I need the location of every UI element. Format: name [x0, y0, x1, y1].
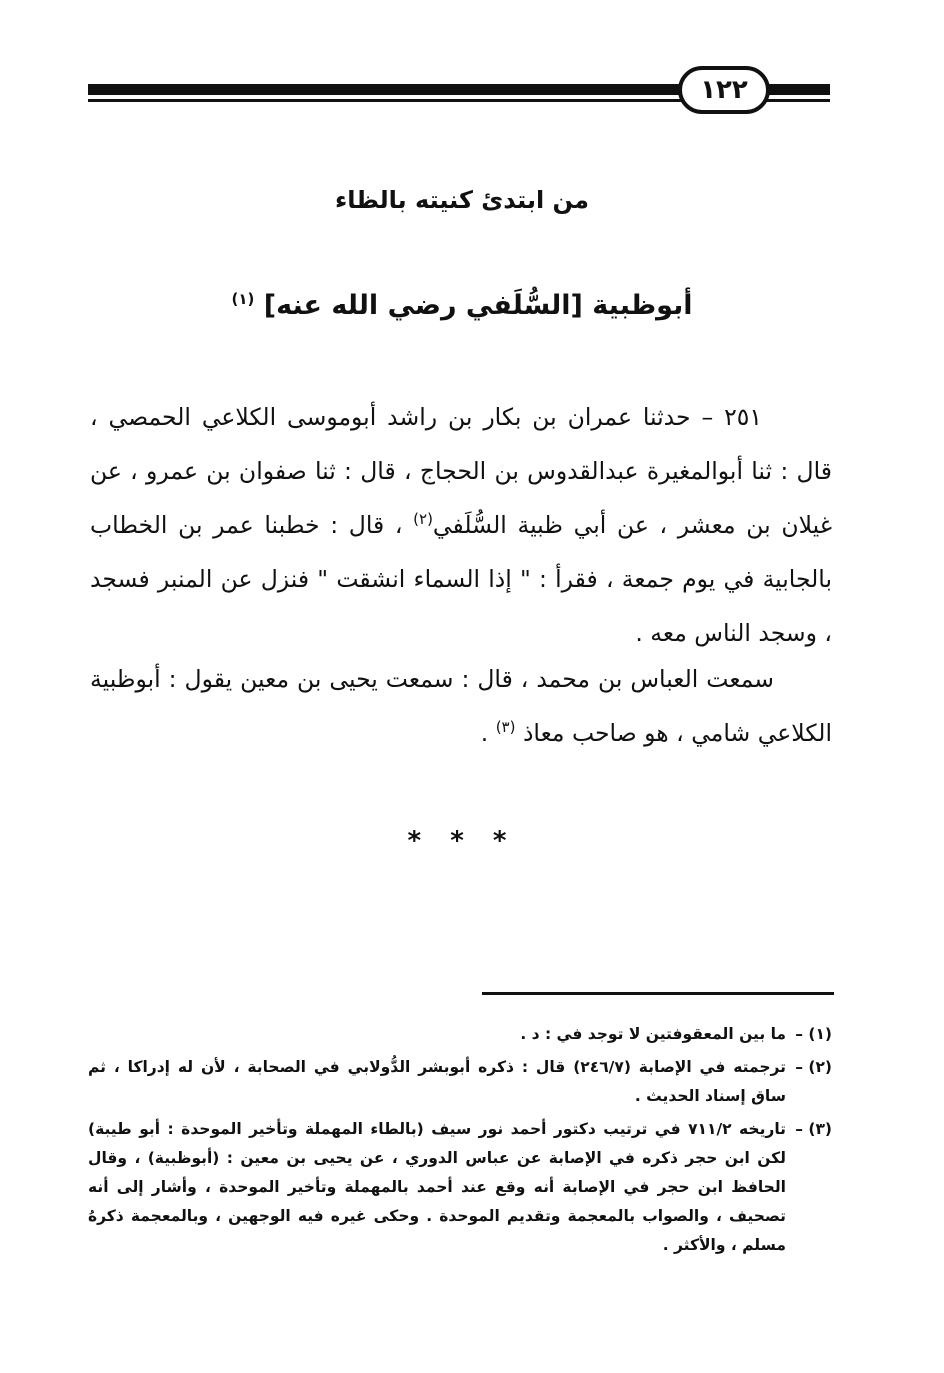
entry-heading [90, 290, 834, 321]
footnote-text: ما بين المعقوفتين لا توجد في : د . [520, 1025, 786, 1043]
footnote-text: ترجمته في الإصابة (٢٤٦/٧) قال : ذكره أبوبشر الدُّولابي في الصحابة ، لأن له إدراكا ، ثم ساق إسناد الحديث . [88, 1058, 786, 1105]
section-separator: * * * [407, 826, 517, 856]
page-header [88, 62, 830, 122]
narration-text-part2: . [480, 719, 496, 747]
footnote-number: (١) – [795, 1025, 832, 1043]
narration-paragraph [90, 652, 832, 760]
hadith-paragraph [90, 390, 832, 660]
footnote-item [88, 1053, 832, 1111]
footnote-text: تاريخه ٧١١/٢ في ترتيب دكتور أحمد نور سيف (بالطاء المهملة وتأخير الموحدة : أبو طيبة) لكن ابن حجر ذكره في الإصابة عن عباس الدوري ، عن يحيى بن معين : (أبوظبية) ، وقال الحافظ ابن حجر في الإصابة أنه وقع عند أحمد بالمهملة وتأخير الموحدة ، وأشار إلى أنه تصحيف ، والصواب بالمعجمة وتقديم الموحدة . وحكى غيره فيه الوجهين ، وبالمعجمة ذكرهُ مسلم ، والأكثر . [88, 1120, 786, 1254]
hadith-text-part1: ٢٥١ – حدثنا عمران بن بكار بن راشد أبوموسى الكلاعي الحمصي ، قال : ثنا أبوالمغيرة عبدالقدوس بن الحجاج ، قال : ثنا صفوان بن عمرو ، عن غيلان بن معشر ، عن أبي ظبية السُّلَفي [90, 403, 832, 539]
page-number: ١٢٢ [678, 66, 770, 114]
footnote-item [88, 1020, 832, 1049]
chapter-heading: من ابتدئ كنيته بالظاء [334, 186, 589, 214]
footnote-number: (٢) – [795, 1058, 832, 1076]
entry-footnote-ref: (١) [231, 290, 255, 308]
footnote-item [88, 1115, 832, 1260]
entry-title: أبوظبية [السُّلَفي رضي الله عنه] [263, 290, 693, 321]
narration-text-part1: سمعت العباس بن محمد ، قال : سمعت يحيى بن معين يقول : أبوظبية الكلاعي شامي ، هو صاحب معاذ [90, 665, 832, 747]
footnotes [88, 1020, 832, 1264]
footnote-rule [482, 992, 834, 995]
hadith-text-part2: ، قال : خطبنا عمر بن الخطاب بالجابية في يوم جمعة ، فقرأ : " إذا السماء انشقت " فنزل عن المنبر فسجد ، وسجد الناس معه . [90, 511, 832, 647]
hadith-footnote-ref: (٢) [413, 510, 433, 529]
footnote-number: (٣) – [795, 1120, 832, 1138]
narration-footnote-ref: (٣) [495, 718, 516, 737]
